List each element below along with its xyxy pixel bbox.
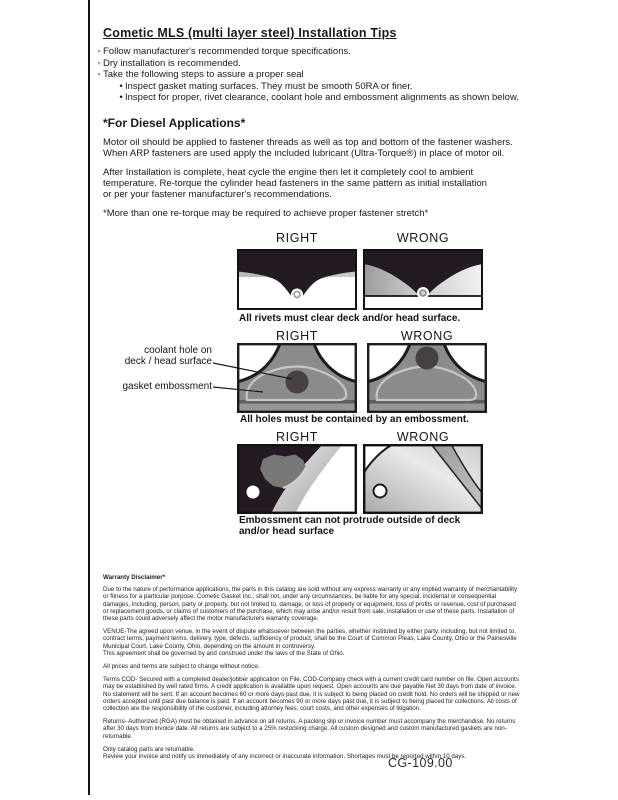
tip-item — [95, 46, 529, 58]
diesel-heading: *For Diesel Applications* — [103, 116, 246, 130]
legal-paragraph-warranty: Due to the nature of performance applications, the parts in this catalog are sold without any express warranty or any implied warranty of merchantability or fitness for a particular purpose. Cometic Gasket Inc., shall not, under any circumstances, be liable for any special, incidental or consequential damages, including, person, party or property, but not limited to, damage, or loss of property or equipment, loss of profits or revenue, cost of purchased or replacement goods, or claims of customers of the purchase, which may arise and/or result from sale, installation or use of these parts. Installation of these parts could adversely affect the motor manufacturers warranty coverage. — [103, 586, 518, 623]
coolant-hole-icon — [416, 347, 439, 370]
retorque-note: *More than one re-torque may be required to achieve proper fastener stretch* — [103, 208, 429, 219]
set2-wrong-label: WRONG — [400, 329, 454, 343]
page-code: CG-109.00 — [388, 756, 453, 770]
diesel-applications-section — [103, 116, 533, 219]
rivet-diagram-wrong — [363, 249, 483, 310]
callout-leader-lines — [210, 355, 302, 397]
tip-text: Take the following steps to assure a proper seal — [103, 69, 304, 80]
filled-bullet-icon: • — [119, 92, 123, 103]
tip-text: Dry installation is recommended. — [103, 57, 241, 69]
set2-caption: All holes must be contained by an embossment. — [240, 414, 469, 425]
coolant-hole-diagram-wrong — [367, 343, 487, 413]
set2-right-label: RIGHT — [276, 329, 318, 343]
rivet-diagram-right — [237, 249, 357, 310]
diesel-paragraph-2: After Installation is complete, heat cycle the engine then let it completely cool to ambient temperature. Re-torque the cylinder head fasteners in the same pattern as initial installation or per your fastener manufacturer's recommendations. — [103, 167, 487, 200]
embossment-diagram-right — [237, 444, 357, 514]
open-bullet-icon: ◦ — [97, 57, 101, 69]
set3-caption: Embossment can not protrude outside of deck and/or head surface — [239, 515, 461, 537]
diesel-paragraph-1: Motor oil should be applied to fastener threads as well as top and bottom of the fastener washers. When ARP fasteners are used apply the included lubricant (Ultra-Torque®) in place of motor oil. — [103, 137, 513, 159]
open-bullet-icon: ◦ — [97, 46, 101, 57]
tip-sub-item — [117, 81, 529, 93]
legal-paragraph-terms-cod: Terms COD- Secured with a completed dealer/jobber application on File, COD-Company check with a current credit card number on file. Open accounts may be established by well rated firms. A credit application is available upon request. Open accounts are due payable Net 30 days from date of invoice. No statement will be sent. If an account becomes 60 or more days past due, it is subject to being placed on credit hold. No orders will be shipped or new orders accepted until past due balance is paid. If an account becomes 90 or more days past due, it is subject to being placed for collections. All costs of collection are the responsibility of the customer, including attorney fees, court costs, and other expenses of litigation. — [103, 676, 520, 713]
set1-wrong-label: WRONG — [396, 231, 450, 245]
tip-sub-item — [117, 92, 529, 104]
set3-right-label: RIGHT — [276, 430, 318, 444]
legal-paragraph-catalog-parts: Only catalog parts are returnable. — [103, 745, 195, 753]
coolant-hole-callout: coolant hole on deck / head surface — [124, 345, 212, 367]
tip-item — [95, 69, 529, 81]
filled-bullet-icon: • — [119, 80, 123, 92]
legal-paragraph-venue: VENUE-The agreed upon venue, in the event of dispute whatsoever between the parties, whether instituted by either party, including, but not limited to, contract terms, payment terms, delivery, type, defects, sufficiency of product, shall be the Court of Common Pleas, Lake County, Ohio or the Painesville Municipal Court, Lake County, Ohio, depending on the amount in controversy. — [103, 628, 517, 650]
tip-text: Inspect for proper, rivet clearance, coolant hole and embossment alignments as shown below. — [125, 92, 519, 103]
gasket-embossment-callout: gasket embossment — [122, 381, 212, 392]
set1-right-label: RIGHT — [276, 231, 318, 245]
left-margin-rule — [88, 0, 90, 795]
tip-text: Follow manufacturer's recommended torque specifications. — [103, 46, 351, 57]
legal-paragraph-prices: All prices and terms are subject to change without notice. — [103, 663, 260, 671]
embossment-diagram-wrong — [363, 444, 483, 514]
set3-wrong-label: WRONG — [396, 430, 450, 444]
open-bullet-icon: ◦ — [97, 69, 101, 80]
bolt-hole-icon — [247, 486, 260, 499]
legal-paragraph-invoice-review: Review your invoice and notify us immediately of any incorrect or inaccurate information. Shortages must be reported within 10 days. — [103, 753, 467, 761]
set1-caption: All rivets must clear deck and/or head surface. — [239, 313, 461, 324]
page-title: Cometic MLS (multi layer steel) Installation Tips — [103, 26, 397, 40]
tip-item — [95, 58, 529, 70]
legal-paragraph-governing-law: This agreement shall be governed by and construed under the laws of the State of Ohio. — [103, 649, 345, 657]
legal-section — [103, 574, 523, 766]
warranty-disclaimer-title: Warranty Disclaimer* — [103, 574, 166, 581]
tip-text: Inspect gasket mating surfaces. They must be smooth 50RA or finer. — [125, 80, 413, 92]
installation-tips-section — [95, 26, 529, 104]
bolt-hole-icon — [374, 485, 387, 498]
legal-paragraph-returns: Returns- Authorized (RGA) must be obtained in advance on all returns. A packing slip or invoice number must accompany the merchandise. No returns after 30 days from invoice date. All returns are subject to a 25% restocking charge. All custom designed and custom manufactured gaskets are non-returnable. — [103, 718, 516, 740]
